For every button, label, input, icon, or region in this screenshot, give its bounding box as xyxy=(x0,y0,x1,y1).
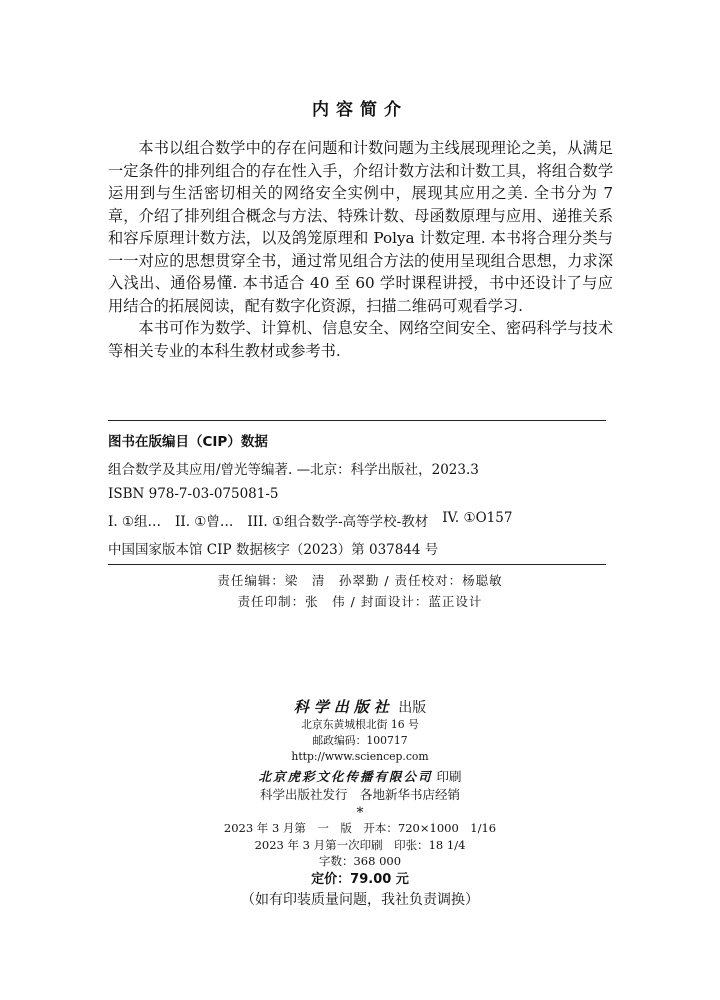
cip-record: 组合数学及其应用/曾光等编著. —北京：科学出版社，2023.3 xyxy=(108,462,479,478)
publisher-suffix: 出版 xyxy=(398,700,427,716)
separator-star: * xyxy=(356,805,364,821)
editors-block xyxy=(0,570,720,612)
cip-verification: 中国国家版本馆 CIP 数据核字（2023）第 037844 号 xyxy=(108,542,439,558)
price-line: 定价：79.00 元 xyxy=(311,871,409,887)
cip-class: III. ①组合数学-高等学校-教材 xyxy=(247,514,429,530)
edition-line: 2023 年 3 月第 一 版 开本：720×1000 1/16 xyxy=(223,821,497,835)
cip-class: IV. ①O157 xyxy=(442,510,513,526)
summary-paragraph: 本书以组合数学中的存在问题和计数问题为主线展现理论之美，从满足一定条件的排列组合的存在性入手，介绍计数方法和计数工具，将组合数学运用到与生活密切相关的网络安全实例中，展现其应用之美. 全书分为 7 章，介绍了排列组合概念与方法、特殊计数、母函数原理与应用、递推关系和容斥原理计数方法，以及鸽笼原理和 Polya 计数定理. 本书将合理分类与一一对应的思想贯穿全书，通过常见组合方法的使用呈现组合思想，力求深入浅出、通俗易懂. 本书适合 40 至 60 学时课程讲授，书中还设计了与应用结合的拓展阅读，配有数字化资源，扫描二维码可观看学习. xyxy=(108,139,613,315)
distribution-line: 科学出版社发行 各地新华书店经销 xyxy=(259,787,460,802)
page-title: 内容简介 xyxy=(312,100,408,120)
cip-header: 图书在版编目（CIP）数据 xyxy=(108,434,268,450)
publisher-row xyxy=(0,696,720,717)
quality-note: （如有印装质量问题，我社负责调换） xyxy=(241,891,479,908)
cip-isbn: ISBN 978-7-03-075081-5 xyxy=(108,486,279,502)
publisher-postcode: 邮政编码：100717 xyxy=(312,734,408,747)
printer-suffix: 印刷 xyxy=(436,769,462,784)
cip-classification xyxy=(108,510,606,530)
publisher-url: http://www.sciencep.com xyxy=(291,750,429,763)
printing-line: 2023 年 3 月第一次印刷 印张：18 1/4 xyxy=(254,837,466,852)
publisher-logo: 科学出版社 xyxy=(293,698,394,716)
editors-line: 责任编辑：梁 清 孙翠勤 / 责任校对：杨聪敏 xyxy=(217,573,503,588)
imprint-block xyxy=(0,696,720,910)
publisher-address: 北京东黄城根北街 16 号 xyxy=(301,718,419,731)
wordcount-line: 字数：368 000 xyxy=(318,854,402,868)
summary-section xyxy=(108,137,613,362)
editors-line: 责任印制：张 伟 / 封面设计：蓝正设计 xyxy=(237,594,483,609)
cip-class: II. ①曾… xyxy=(175,514,234,530)
cip-class: I. ①组… xyxy=(108,514,162,530)
summary-paragraph: 本书可作为数学、计算机、信息安全、网络空间安全、密码科学与技术等相关专业的本科生教材或参考书. xyxy=(108,319,613,360)
printer-logo: 北京虎彩文化传播有限公司 xyxy=(258,769,433,784)
cip-block xyxy=(108,420,606,565)
printer-row xyxy=(0,767,720,785)
